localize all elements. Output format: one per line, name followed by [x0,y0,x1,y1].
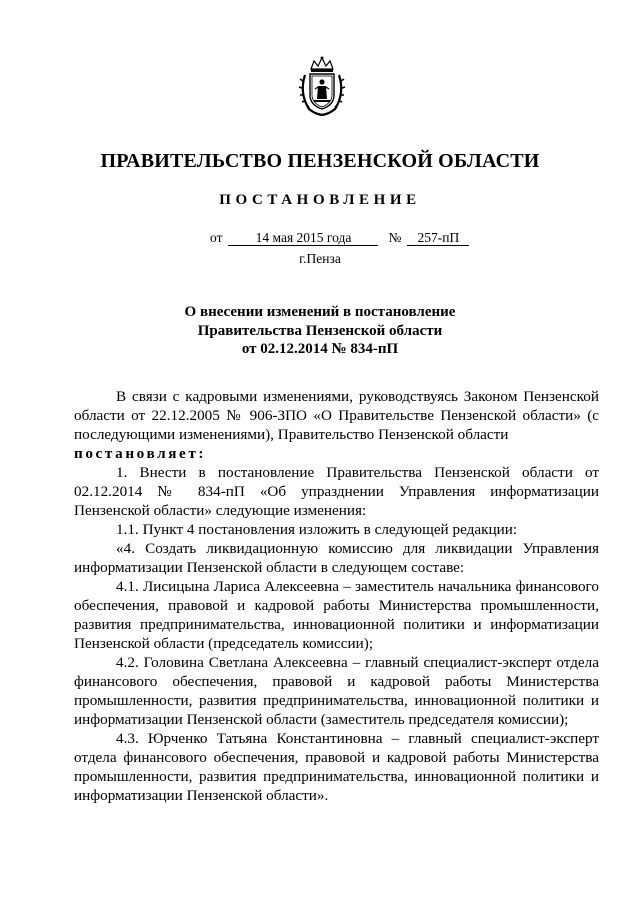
body-paragraph: 4.2. Головина Светлана Алексеевна – главный специалист-эксперт отдела финансового обеспечения, правовой и кадровой работы Министерства промышленности, развития предпринимательства, инновационной политики и информатизации Пензенской области (заместитель председателя комиссии); [74,654,599,728]
body-paragraph: 4.1. Лисицына Лариса Алексеевна – заместитель начальника финансового обеспечения, правовой и кадровой работы Министерства промышленности, развития предпринимательства, инновационной политики и информатизации Пензенской области (председатель комиссии); [74,578,599,652]
city: г.Пенза [299,251,341,266]
body-paragraph: 1.1. Пункт 4 постановления изложить в следующей редакции: [116,521,518,538]
body-paragraph: «4. Создать ликвидационную комиссию для ликвидации Управления информатизации Пензенской области в следующем составе: [74,540,599,576]
date-number-line [210,230,469,246]
government-title: ПРАВИТЕЛЬСТВО ПЕНЗЕНСКОЙ ОБЛАСТИ [100,150,540,172]
penza-coat-of-arms-icon [297,55,347,117]
date-prefix: от [210,230,223,245]
subject-line: от 02.12.2014 № 834-пП [241,341,399,357]
resolves-word: постановляет: [74,445,207,462]
body-paragraph: 1. Внести в постановление Правительства Пензенской области от 02.12.2014 № 834-пП «Об упразднении Управления информатизации Пензенской области» следующие изменения: [74,464,599,519]
number-label: № [388,230,402,245]
intro-paragraph: В связи с кадровыми изменениями, руководствуясь Законом Пензенской области от 22.12.2005 № 906-ЗПО «О Правительстве Пензенской области» (с последующими изменениями), Правительство Пензенской области [74,388,599,443]
subject-line: О внесении изменений в постановление [184,304,456,320]
document-body [74,387,599,805]
document-date: 14 мая 2015 года [228,230,378,246]
document-number: 257-пП [407,230,469,246]
subject-line: Правительства Пензенской области [197,322,443,339]
body-paragraph: 4.3. Юрченко Татьяна Константиновна – главный специалист-эксперт отдела финансового обеспечения, правовой и кадровой работы Министерства промышленности, развития предпринимательства, инновационной политики и информатизации Пензенской области». [74,730,599,804]
document-type: ПОСТАНОВЛЕНИЕ [219,192,421,208]
document-subject [0,303,640,359]
